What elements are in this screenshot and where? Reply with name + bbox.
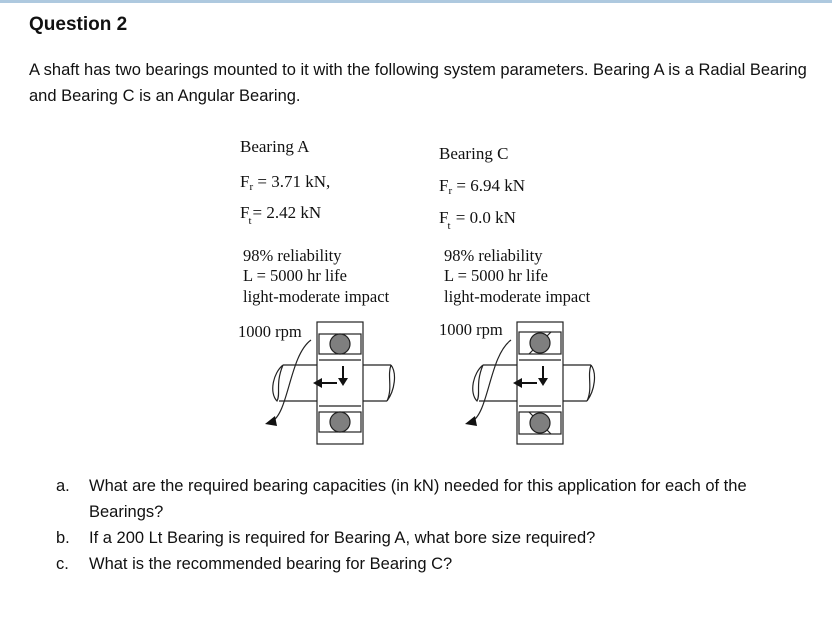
bearing-a-life: L = 5000 hr life [243,266,348,285]
bearing-c-shaft-break-right [587,365,594,401]
bearing-c-rotation-arrowhead [465,416,477,426]
bearing-c-fr-arrowhead [538,378,548,386]
bearing-a-ball-top [330,334,350,354]
bearing-a-rotation-arrowhead [265,416,277,426]
subquestion-a: What are the required bearing capacities (in kN) needed for this application for each of the Bearings? [89,477,747,521]
question-title: Question 2 [29,14,128,35]
bearing-a-diagram [255,318,405,448]
bearing-c-ft [439,208,516,232]
ft-subscript: t [447,220,451,232]
subquestion-marker-b: b. [56,529,70,547]
top-border [0,0,832,3]
ft-value: = 2.42 kN [252,203,322,222]
bearing-c-ball-bottom [530,413,550,433]
bearing-a-fr-arrowhead [338,378,348,386]
ft-label: F [240,203,250,222]
bearing-a-shaft-break-left [273,365,283,401]
bearing-c-reliability: 98% reliability [444,246,543,265]
bearing-a-rotation-arrow-path [271,340,311,422]
fr-label: F [240,172,250,191]
bearing-a-name: Bearing A [240,137,310,156]
subquestion-marker-a: a. [56,477,70,495]
fr-value: = 6.94 kN [452,176,526,195]
subquestion-c: What is the recommended bearing for Bearing C? [89,555,453,573]
subquestion-marker-c: c. [56,555,69,573]
fr-value: = 3.71 kN, [253,172,331,191]
fr-subscript: r [249,181,254,193]
bearing-a-ft [240,203,322,227]
bearing-a-impact: light-moderate impact [243,287,390,306]
question-intro: A shaft has two bearings mounted to it with the following system parameters. Bearing A is a Radial Bearing and Bearing C is an Angular Bearing. [29,61,807,105]
fr-label: F [439,176,449,195]
bearing-c-shaft-break-left [473,365,483,401]
bearing-c-rotation-arrow-path [471,340,511,422]
bearing-a-fr [240,172,330,192]
bearing-c-impact: light-moderate impact [444,287,591,306]
bearing-c-fr [439,176,525,196]
fr-subscript: r [448,185,453,197]
bearing-c-ball-top [530,333,550,353]
ft-value: = 0.0 kN [451,208,516,227]
bearing-c-name: Bearing C [439,144,509,163]
bearing-c-speed: 1000 rpm [439,320,503,339]
bearing-a-ball-bottom [330,412,350,432]
bearing-c-diagram [455,318,605,448]
subquestion-b: If a 200 Lt Bearing is required for Bearing A, what bore size required? [89,529,596,547]
bearing-a-shaft-break-right [387,365,394,401]
bearing-c-life: L = 5000 hr life [444,266,549,285]
ft-subscript: t [248,215,252,227]
bearing-a-reliability: 98% reliability [243,246,342,265]
bearing-a-speed: 1000 rpm [238,322,302,341]
ft-label: F [439,208,449,227]
